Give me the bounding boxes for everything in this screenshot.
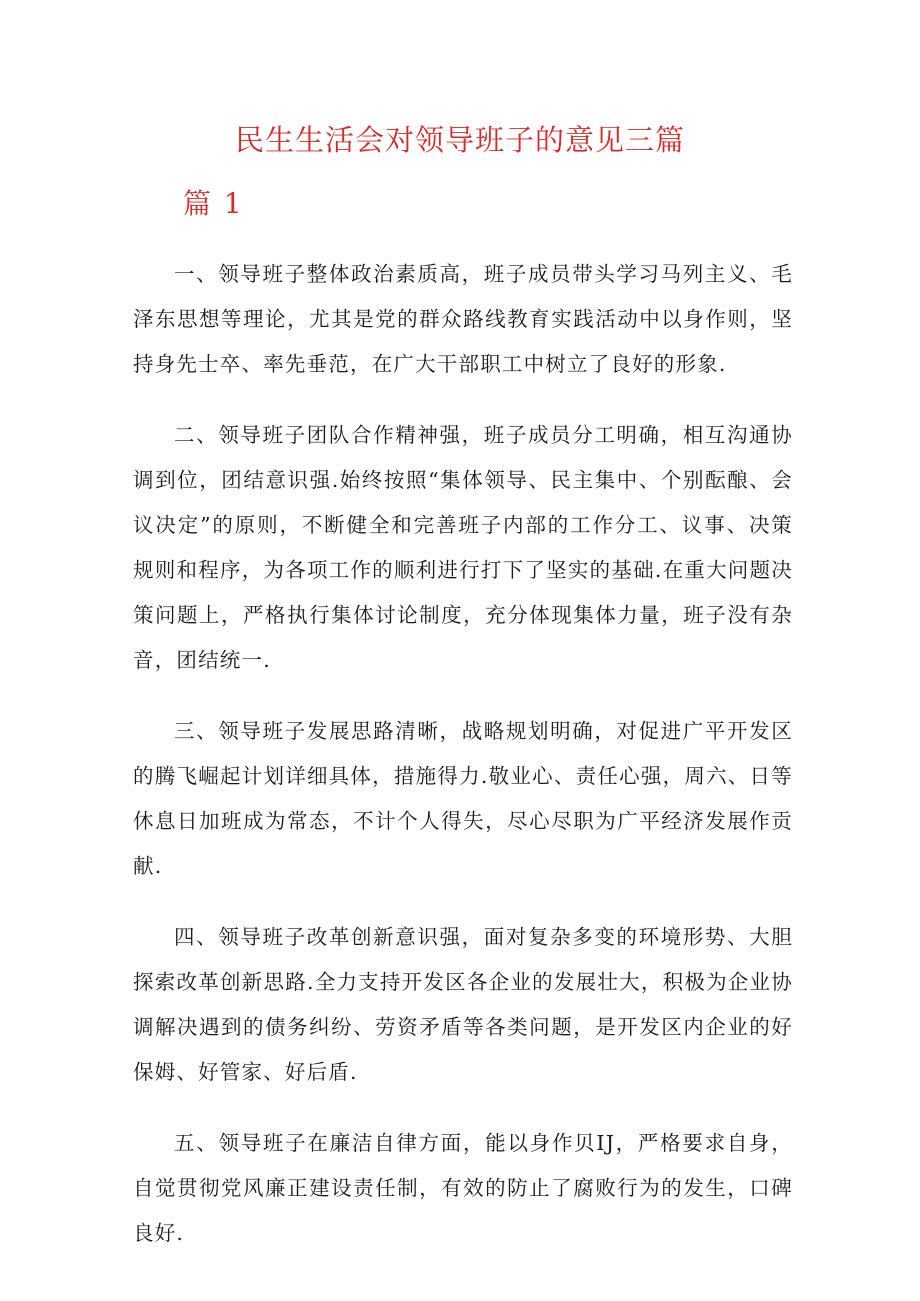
document-body bbox=[133, 252, 793, 1282]
paragraph-3: 三、领导班子发展思路清晰，战略规划明确，对促进广平开发区的腾飞崛起计划详细具体，措施得力.敬业心、责任心强，周六、日等休息日加班成为常态，不计个人得失，尽心尽职为广平经济发展作贡献. bbox=[133, 719, 793, 878]
section-heading: 篇 1 bbox=[183, 187, 244, 220]
document-title: 民生生活会对领导班子的意见三篇 bbox=[234, 123, 685, 157]
paragraph-2: 二、领导班子团队合作精神强，班子成员分工明确，相互沟通协调到位，团结意识强.始终按照“集体领导、民主集中、个别酝酿、会议决定”的原则，不断健全和完善班子内部的工作分工、议事、决策规则和程序，为各项工作的顺利进行打下了坚实的基础.在重大问题决策问题上，严格执行集体讨论制度，充分体现集体力量，班子没有杂音，团结统一. bbox=[133, 423, 793, 672]
paragraph-1: 一、领导班子整体政治素质高，班子成员带头学习马列主义、毛泽东思想等理论，尤其是党的群众路线教育实践活动中以身作则，坚持身先士卒、率先垂范，在广大干部职工中树立了良好的形象. bbox=[133, 262, 793, 376]
paragraph-4: 四、领导班子改革创新意识强，面对复杂多变的环境形势、大胆探索改革创新思路.全力支持开发区各企业的发展壮大，积极为企业协调解决遇到的债务纠纷、劳资矛盾等各类问题，是开发区内企业的好保姆、好管家、好后盾. bbox=[133, 925, 793, 1084]
paragraph-5: 五、领导班子在廉洁自律方面，能以身作贝IJ，严格要求自身，自觉贯彻党风廉正建设责任制，有效的防止了腐败行为的发生，口碑良好. bbox=[133, 1131, 793, 1245]
